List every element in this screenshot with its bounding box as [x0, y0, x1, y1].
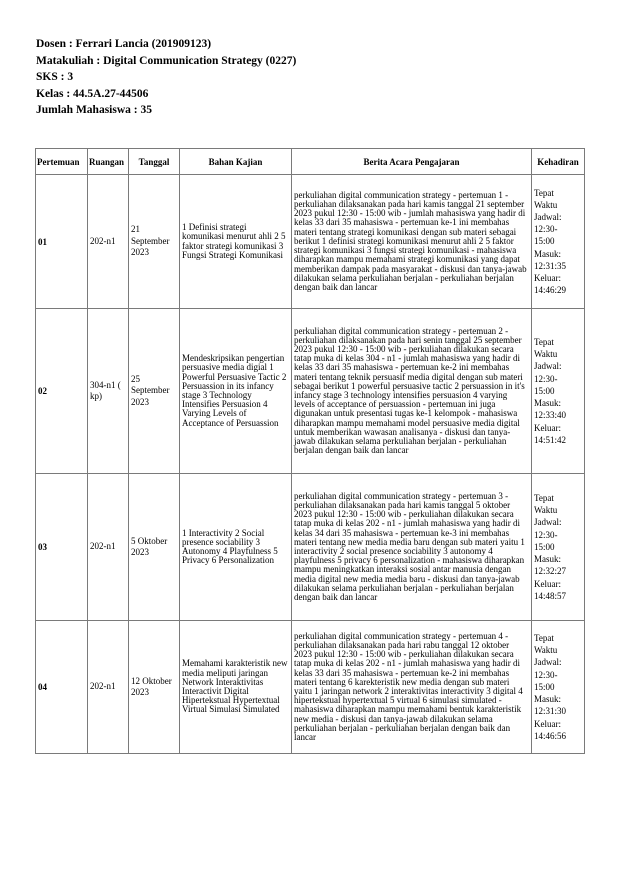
cell-bahan-kajian: 1 Interactivity 2 Social presence sociability 3 Autonomy 4 Playfulness 5 Privacy 6 Personalization	[180, 474, 292, 621]
table-header-row	[36, 149, 585, 175]
cell-kehadiran: Tepat Waktu Jadwal: 12:30- 15:00 Masuk: 12:31:35 Keluar: 14:46:29	[532, 175, 585, 309]
teaching-record-table	[35, 148, 585, 754]
cell-ruangan: 202-n1	[88, 621, 129, 754]
cell-tanggal: 25 September 2023	[129, 309, 180, 474]
cell-berita-acara: perkuliahan digital communication strategy - pertemuan 2 - perkuliahan dilaksanakan pada hari senin tanggal 25 september 2023 pukul 12:30 - 15:00 wib - perkuliahan dilakukan secara tatap muka di kelas 304 - n1 - jumlah mahasiswa yang hadir di kelas 33 dari 35 mahasiswa - pertemuan ke-2 ini membahas materi tentang teknik persuasif media digital dengan sub materi sebagai berikut 1 powerful persuasive tactic 2 persuassion in it's infancy stage 3 technology intensifies persuasion 4 varying levels of acceptance of persuassion - pertemuan ini juga digunakan untuk presentasi tugas ke-1 kelompok - mahasiswa diharapkan mampu memahami model persuasive media digital untuk memberikan wawasan analisanya - diskusi dan tanya-jawab dilakukan selama perkuliahan berjalan - perkuliahan berjalan dengan baik dan lancar	[292, 309, 532, 474]
cell-kehadiran: Tepat Waktu Jadwal: 12:30- 15:00 Masuk: 12:31:30 Keluar: 14:46:56	[532, 621, 585, 754]
col-header-bahan: Bahan Kajian	[180, 149, 292, 175]
col-header-tanggal: Tanggal	[129, 149, 180, 175]
table-row	[36, 309, 585, 474]
cell-pertemuan: 04	[36, 621, 88, 754]
cell-berita-acara: perkuliahan digital communication strategy - pertemuan 4 - perkuliahan dilaksanakan pada hari rabu tanggal 12 oktober 2023 pukul 12:30 - 15:00 wib - perkuliahan dilakukan secara tatap muka di kelas 202 - n1 - jumlah mahasiswa yang hadir di kelas 33 dari 35 mahasiswa - pertemuan ke-2 ini membahas materi tentang 6 karekteristik new media dengan sub materi yaitu 1 jaringan network 2 interaktivitas interactivity 3 digital 4 hipertekstual hypertextual 5 virtual 6 simulasi simulated - mahasiswa diharapkan mampu memahami bentuk karakteristik new media - diskusi dan tanya-jawab dilakukan selama perkuliahan berjalan - perkuliahan berjalan dengan baik dan lancar	[292, 621, 532, 754]
cell-pertemuan: 02	[36, 309, 88, 474]
table-row	[36, 621, 585, 754]
table-row	[36, 474, 585, 621]
cell-pertemuan: 03	[36, 474, 88, 621]
cell-pertemuan: 01	[36, 175, 88, 309]
table-row	[36, 175, 585, 309]
cell-tanggal: 12 Oktober 2023	[129, 621, 180, 754]
col-header-ruangan: Ruangan	[88, 149, 129, 175]
col-header-pertemuan: Pertemuan	[36, 149, 88, 175]
cell-bahan-kajian: Mendeskripsikan pengertian persuasive media digial 1 Powerful Persuasive Tactic 2 Persuassion in its infancy stage 3 Technology Intensifies Persuasion 4 Varying Levels of Acceptance of Persuassion	[180, 309, 292, 474]
cell-kehadiran: Tepat Waktu Jadwal: 12:30- 15:00 Masuk: 12:32:27 Keluar: 14:48:57	[532, 474, 585, 621]
cell-ruangan: 304-n1 ( kp)	[88, 309, 129, 474]
course-header	[36, 36, 296, 119]
cell-ruangan: 202-n1	[88, 175, 129, 309]
cell-bahan-kajian: Memahami karakteristik new media meliputi jaringan Network Interaktivitas Interactivit Digital Hipertekstual Hypertextual Virtual Simulasi Simulated	[180, 621, 292, 754]
col-header-kehadiran: Kehadiran	[532, 149, 585, 175]
credits-line: SKS : 3	[36, 71, 74, 83]
cell-berita-acara: perkuliahan digital communication strategy - pertemuan 1 - perkuliahan dilaksanakan pada hari kamis tanggal 21 september 2023 pukul 12:30 - 15:00 wib - jumlah mahasiswa yang hadir di kelas 33 dari 35 mahasiswa - pertemuan ke-1 ini membahas materi tentang strategi komunikasi dengan sub materi sebagai berikut 1 definisi strategi komunikasi menurut ahli 2 5 faktor strategi komunikasi 3 fungsi strategi komunikasi - mahasiswa diharapkan mampu memahami strategi komunikasi yang dapat memberikan dampak pada masyarakat - diskusi dan tanya-jawab dilakukan selama perkuliahan berjalan - perkuliahan berjalan dengan baik dan lancar	[292, 175, 532, 309]
course-line: Matakuliah : Digital Communication Strategy (0227)	[36, 54, 297, 67]
student-count-line: Jumlah Mahasiswa : 35	[36, 104, 152, 116]
cell-kehadiran: Tepat Waktu Jadwal: 12:30- 15:00 Masuk: 12:33:40 Keluar: 14:51:42	[532, 309, 585, 474]
cell-ruangan: 202-n1	[88, 474, 129, 621]
cell-tanggal: 5 Oktober 2023	[129, 474, 180, 621]
cell-tanggal: 21 September 2023	[129, 175, 180, 309]
lecturer-line: Dosen : Ferrari Lancia (201909123)	[36, 38, 212, 50]
class-line: Kelas : 44.5A.27-44506	[36, 87, 149, 100]
col-header-berita: Berita Acara Pengajaran	[292, 149, 532, 175]
cell-berita-acara: perkuliahan digital communication strategy - pertemuan 3 - perkuliahan dilaksanakan pada hari kamis tanggal 5 oktober 2023 pukul 12:30 - 15:00 wib - perkuliahan dilakukan secara tatap muka di kelas 202 - n1 - jumlah mahasiswa yang hadir di kelas 34 dari 35 mahasiswa - pertemuan ke-3 ini membahas materi tentang new media media baru dengan sub materi yaitu 1 interactivity 2 social presence sociability 3 autonomy 4 playfulness 5 privacy 6 personalization - mahasiswa diharapkan mampu meningkatkan interaksi sosial antar manusia dengan media digital new media media baru - diskusi dan tanya-jawab dilakukan selama perkuliahan berjalan - perkuliahan berjalan dengan baik dan lancar	[292, 474, 532, 621]
cell-bahan-kajian: 1 Definisi strategi komunikasi menurut ahli 2 5 faktor strategi komunikasi 3 Fungsi Strategi Komunikasi	[180, 175, 292, 309]
